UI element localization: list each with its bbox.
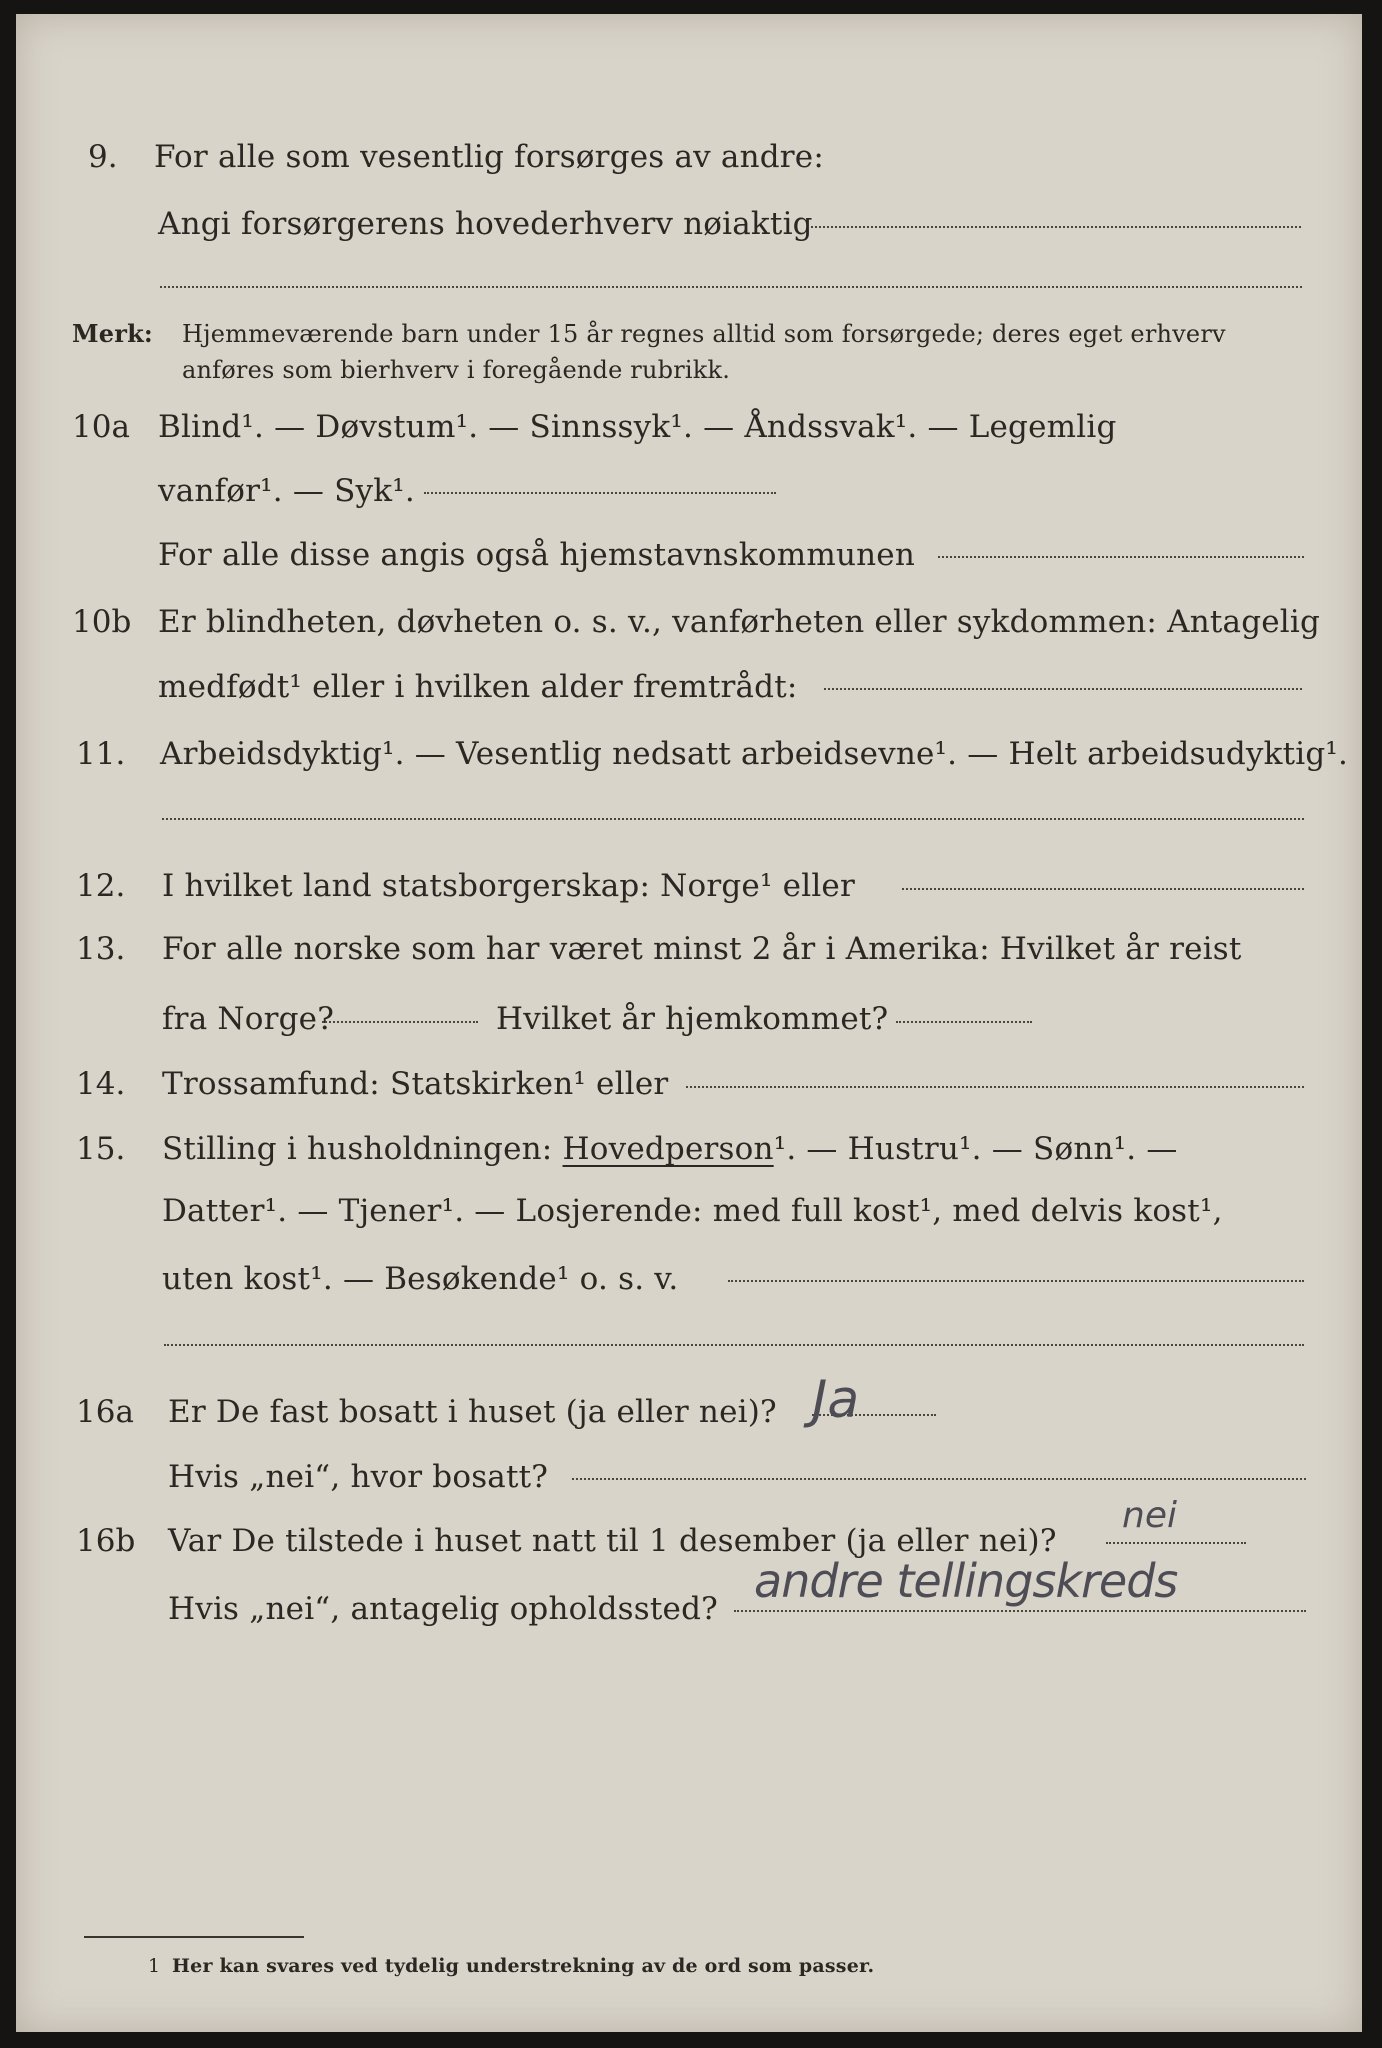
q13-line2a: fra Norge? — [162, 1001, 335, 1037]
q10a-line2: vanfør¹. — Syk¹. — [158, 473, 415, 509]
q16b-location-line — [734, 1610, 1306, 1612]
q9-number: 9. — [88, 139, 118, 175]
q10b-line2: medfødt¹ eller i hvilken alder fremtrådt: — [158, 669, 798, 705]
q13-returned-year-line — [896, 1021, 1032, 1023]
q10a-answer-line — [424, 492, 776, 494]
q9-answer-line — [811, 226, 1301, 228]
q16b-line2: Hvis „nei“, antagelig opholdssted? — [168, 1591, 718, 1627]
q13-number: 13. — [76, 931, 126, 967]
q10b-line1: Er blindheten, døvheten o. s. v., vanførheten eller sykdommen: Antagelig — [158, 604, 1321, 640]
q15-number: 15. — [76, 1131, 126, 1167]
q10a-line1: Blind¹. — Døvstum¹. — Sinnssyk¹. — Åndssvak¹. — Legemlig — [158, 409, 1117, 445]
q13-line2b: Hvilket år hjemkommet? — [496, 1001, 889, 1037]
q15-hovedperson-underlined: Hovedperson — [562, 1131, 774, 1167]
q15-line2: Datter¹. — Tjener¹. — Losjerende: med full kost¹, med delvis kost¹, — [162, 1193, 1223, 1229]
q15-answer-line — [728, 1280, 1304, 1282]
q12-line1: I hvilket land statsborgerskap: Norge¹ eller — [162, 868, 855, 904]
q9-line1: For alle som vesentlig forsørges av andre: — [154, 139, 824, 175]
q14-answer-line — [686, 1086, 1304, 1088]
q9-answer-line-2 — [160, 286, 1302, 288]
q15-line1-prefix: Stilling i husholdningen: — [162, 1131, 553, 1167]
q16a-number: 16a — [76, 1394, 134, 1430]
footnote-rule — [84, 1936, 304, 1938]
q16b-handwritten-answer: nei — [1122, 1495, 1177, 1536]
q10b-number: 10b — [72, 604, 132, 640]
q16a-line1: Er De fast bosatt i huset (ja eller nei)? — [168, 1394, 777, 1430]
q10a-municipality-line — [938, 556, 1304, 558]
q14-number: 14. — [76, 1066, 126, 1102]
q10a-line3: For alle disse angis også hjemstavnskommunen — [158, 537, 915, 573]
q16a-line2: Hvis „nei“, hvor bosatt? — [168, 1459, 549, 1495]
q11-line1: Arbeidsdyktig¹. — Vesentlig nedsatt arbeidsevne¹. — Helt arbeidsudyktig¹. — [160, 736, 1349, 772]
merk-line1: Hjemmeværende barn under 15 år regnes alltid som forsørgede; deres eget erhverv — [182, 320, 1226, 348]
q11-number: 11. — [76, 736, 126, 772]
q16b-number: 16b — [76, 1523, 136, 1559]
q13-line1: For alle norske som har været minst 2 år i Amerika: Hvilket år reist — [162, 931, 1242, 967]
q15-answer-line-2 — [164, 1344, 1304, 1346]
q16b-line1: Var De tilstede i huset natt til 1 desember (ja eller nei)? — [168, 1523, 1057, 1559]
q12-answer-line — [902, 888, 1304, 890]
q13-left-year-line — [322, 1021, 478, 1023]
q15-line1-suffix: ¹. — Hustru¹. — Sønn¹. — — [773, 1131, 1178, 1167]
merk-label: Merk: — [72, 319, 153, 348]
q12-number: 12. — [76, 868, 126, 904]
q11-answer-line — [162, 818, 1304, 820]
merk-line2: anføres som bierhverv i foregående rubrikk. — [182, 356, 731, 384]
q16a-handwritten-answer: Ja — [812, 1370, 860, 1430]
census-form-page — [16, 14, 1362, 2032]
q16a-residence-line — [572, 1478, 1306, 1480]
q16b-answer-line — [1106, 1542, 1246, 1544]
q9-line2: Angi forsørgerens hovederhverv nøiaktig — [158, 206, 813, 242]
q15-line3: uten kost¹. — Besøkende¹ o. s. v. — [162, 1261, 679, 1297]
q14-line1: Trossamfund: Statskirken¹ eller — [162, 1066, 669, 1102]
footnote-text: Her kan svares ved tydelig understrekning av de ord som passer. — [172, 1955, 875, 1977]
footnote-mark: 1 — [148, 1955, 161, 1977]
q10b-answer-line — [824, 688, 1302, 690]
q16b-handwritten-location: andre tellingskreds — [754, 1554, 1178, 1608]
q10a-number: 10a — [72, 409, 130, 445]
q15-line1 — [162, 1131, 1178, 1167]
